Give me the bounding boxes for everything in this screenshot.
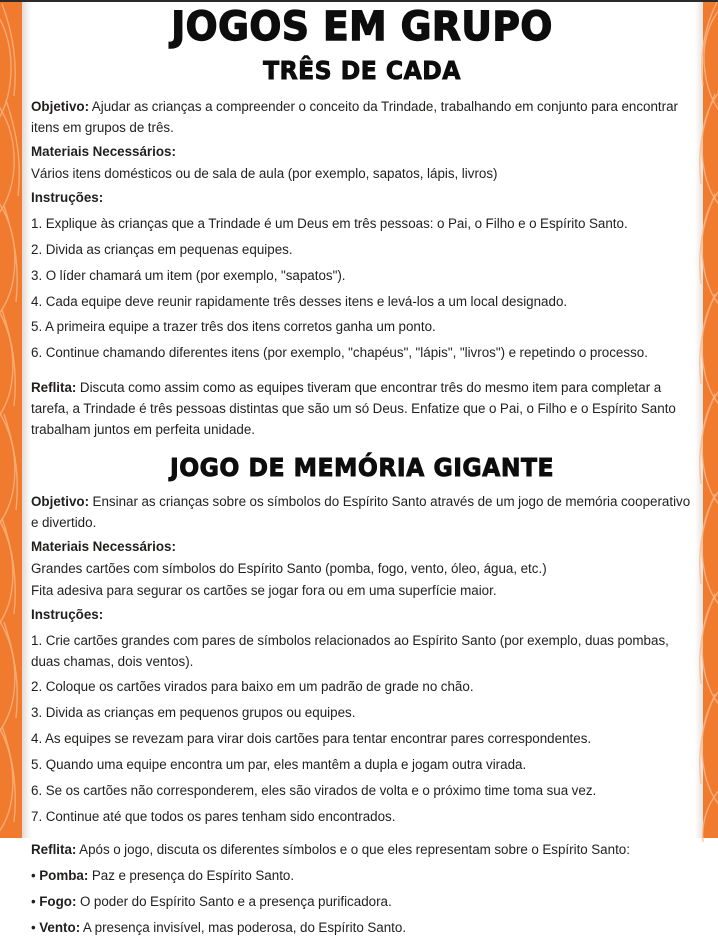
materials-item: Fita adesiva para segurar os cartões se jogar fora ou em uma superfície maior. xyxy=(31,582,497,598)
bullet-text: A presença invisível, mas poderosa, do Espírito Santo. xyxy=(80,919,407,935)
instruction-step: 4. Cada equipe deve reunir rapidamente três desses itens e levá-los a um local designado. xyxy=(31,293,568,309)
instruction-step: 1. Crie cartões grandes com pares de símbolos relacionados ao Espírito Santo (por exemplo, duas pombas, duas chamas, dois ventos). xyxy=(31,632,669,669)
section-tres-de-cada xyxy=(31,48,693,441)
instruction-step: 6. Continue chamando diferentes itens (por exemplo, "chapéus", "lápis", "livros") e repetindo o processo. xyxy=(31,345,648,361)
instruction-step: 6. Se os cartões não corresponderem, eles são virados de volta e o próximo time toma sua vez. xyxy=(31,783,597,799)
left-border-shadow xyxy=(22,0,31,838)
objective-text: Ensinar as crianças sobre os símbolos do Espírito Santo através de um jogo de memória cooperativo e divertido. xyxy=(31,494,691,531)
instruction-step: 5. Quando uma equipe encontra um par, eles mantêm a dupla e jogam outra virada. xyxy=(31,757,527,773)
materials-label: Materiais Necessários: xyxy=(31,144,176,160)
objective-text: Ajudar as crianças a compreender o conceito da Trindade, trabalhando em conjunto para encontrar itens em grupos de três. xyxy=(31,99,679,136)
left-decorative-border xyxy=(0,0,22,838)
page-title: JOGOS EM GRUPO xyxy=(171,4,553,50)
right-border-shadow xyxy=(695,0,703,838)
reflect-label: Reflita: xyxy=(31,380,77,396)
section-heading: JOGO DE MEMÓRIA GIGANTE xyxy=(170,452,554,482)
symbol-bullet-item xyxy=(31,887,693,913)
instruction-step: 1. Explique às crianças que a Trindade é um Deus em três pessoas: o Pai, o Filho e o Espírito Santo. xyxy=(31,215,628,231)
materials-label: Materiais Necessários: xyxy=(31,539,176,554)
reflect-text: Discuta como assim como as equipes tiveram que encontrar três do mesmo item para completar a tarefa, a Trindade é três pessoas distintas que são um só Deus. Enfatize que o Pai, o Filho e o Espírito Santo trabalham juntos em perfeita unidade. xyxy=(31,380,676,438)
instruction-step: 3. Divida as crianças em pequenos grupos ou equipes. xyxy=(31,705,356,721)
document-content xyxy=(31,0,693,935)
reflect-text: Após o jogo, discuta os diferentes símbolos e o que eles representam sobre o Espírito Santo: xyxy=(76,841,630,857)
reflect-paragraph xyxy=(31,828,693,861)
materials-item: Vários itens domésticos ou de sala de aula (por exemplo, sapatos, lápis, livros) xyxy=(31,165,498,181)
bullet-text: Paz e presença do Espírito Santo. xyxy=(88,867,295,883)
instructions-label: Instruções: xyxy=(31,606,104,622)
top-rule-divider xyxy=(0,0,718,2)
instruction-step: 5. A primeira equipe a trazer três dos itens corretos ganha um ponto. xyxy=(31,319,436,335)
bullet-text: O poder do Espírito Santo e a presença purificadora. xyxy=(76,893,392,909)
instruction-step: 4. As equipes se revezam para virar dois cartões para tentar encontrar pares correspondentes. xyxy=(31,731,592,747)
bullet-marker: • xyxy=(31,867,36,883)
instruction-step: 2. Coloque os cartões virados para baixo em um padrão de grade no chão. xyxy=(31,679,474,695)
bullet-marker: • xyxy=(31,893,36,909)
objective-label: Objetivo: xyxy=(31,494,90,510)
bullet-label: Pomba: xyxy=(39,867,89,883)
symbol-bullet-item xyxy=(31,861,693,887)
reflect-paragraph xyxy=(31,364,693,441)
objective-paragraph xyxy=(31,481,693,534)
reflect-label: Reflita: xyxy=(31,841,77,857)
instruction-step: 7. Continue até que todos os pares tenham sido encontrados. xyxy=(31,808,396,824)
right-decorative-border xyxy=(703,0,718,838)
materials-item: Grandes cartões com símbolos do Espírito Santo (pomba, fogo, vento, óleo, água, etc.) xyxy=(31,560,547,576)
instruction-step: 3. O líder chamará um item (por exemplo, "sapatos"). xyxy=(31,267,346,283)
bullet-label: Vento: xyxy=(39,919,81,935)
symbol-bullet-item xyxy=(31,913,693,939)
objective-label: Objetivo: xyxy=(31,99,90,115)
objective-paragraph xyxy=(31,84,693,139)
instructions-label: Instruções: xyxy=(31,189,104,205)
instruction-step: 2. Divida as crianças em pequenas equipes. xyxy=(31,241,293,257)
left-border-leaf-pattern xyxy=(0,0,22,838)
bullet-label: Fogo: xyxy=(39,893,77,909)
section-jogo-de-memoria-gigante xyxy=(31,441,693,939)
right-border-swirl-pattern xyxy=(703,0,718,838)
bullet-marker: • xyxy=(31,919,36,935)
section-heading: TRÊS DE CADA xyxy=(263,56,461,85)
